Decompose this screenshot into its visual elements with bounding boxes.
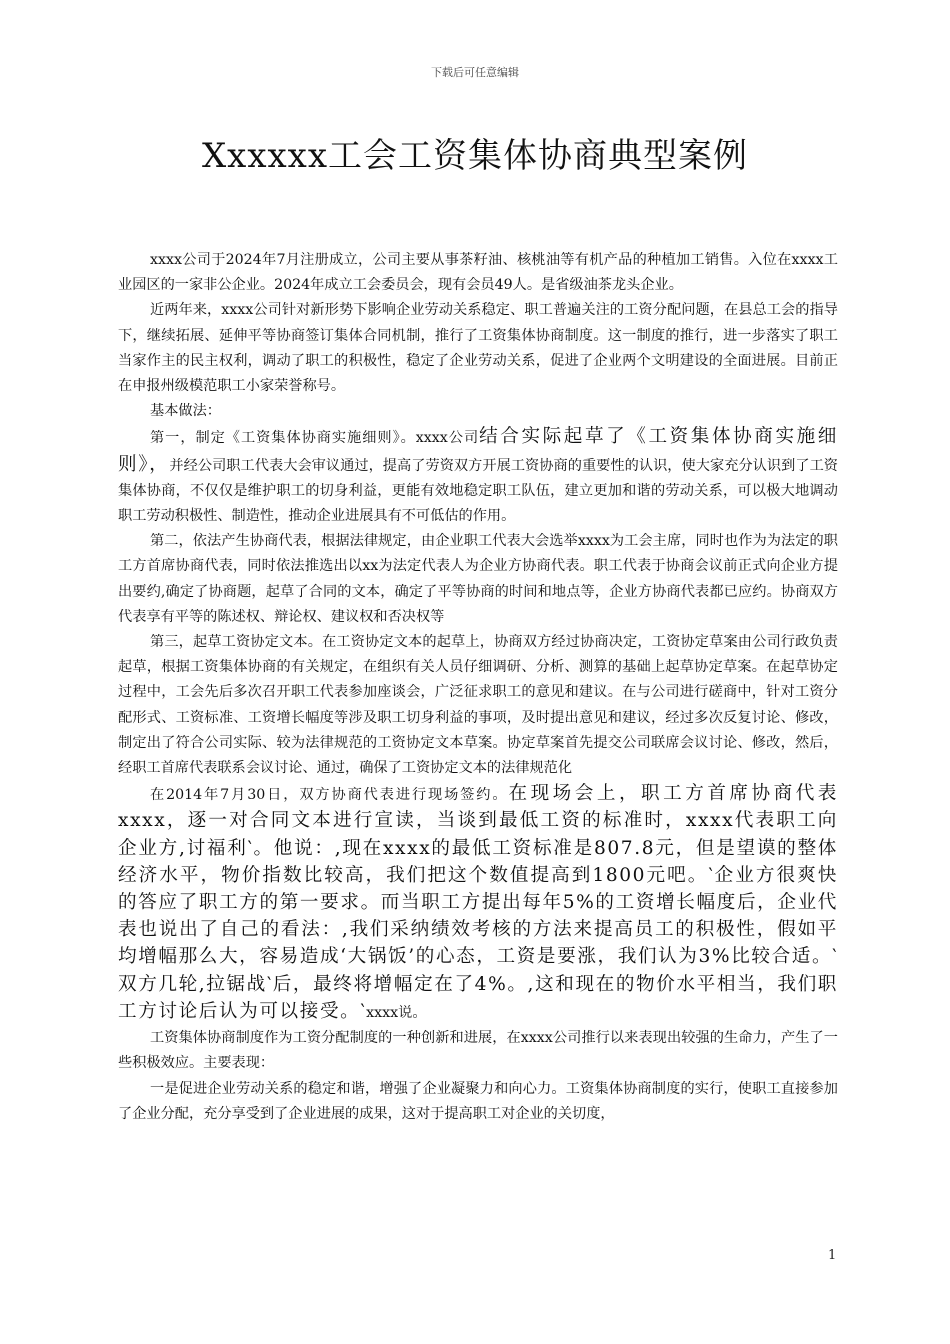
signing-lead: 在2014年7月30日，双方协商代表进行现场签约。 (150, 787, 509, 804)
page-header-note: 下载后可任意编辑 (431, 66, 519, 79)
paragraph-company-intro: xxxx公司于2024年7月注册成立，公司主要从事茶籽油、核桃油等有机产品的种植加工销售。入位在xxxx工业园区的一家非公企业。2024年成立工会委员会，现有会员49人。是省级油茶龙头企业。 (118, 252, 838, 294)
page-number: 1 (828, 1248, 837, 1263)
document-body (118, 248, 838, 1127)
paragraph-first-step (118, 424, 838, 529)
first-step-rest: 并经公司职工代表大会审议通过，提高了劳资双方开展工资协商的重要性的认识，使大家充分认识到了工资集体协商，不仅仅是维护职工的切身利益，更能有效地稳定职工队伍，建立更加和谐的劳动关系，可以极大地调动职工劳动积极性、制造性，推动企业进展具有不可低估的作用。 (118, 457, 838, 525)
paragraph-effects: 工资集体协商制度作为工资分配制度的一种创新和进展，在xxxx公司推行以来表现出较强的生命力，产生了一些积极效应。主要表现： (118, 1030, 838, 1072)
signing-end: xxxx说。 (366, 1004, 427, 1021)
paragraph-signing (118, 781, 838, 1026)
paragraph-second-step: 第二，依法产生协商代表，根据法律规定，由企业职工代表大会选举xxxx为工会主席，同时也作为为法定的职工方首席协商代表，同时依法推选出以xx为法定代表人为企业方协商代表。职工代表于协商会议前正式向企业方提出要约,确定了协商题，起草了合同的文本，确定了平等协商的时间和地点等，企业方协商代表都已应约。协商双方代表享有平等的陈述权、辩论权、建议权和否决权等 (118, 533, 838, 625)
paragraph-background: 近两年来，xxxx公司针对新形势下影响企业劳动关系稳定、职工普遍关注的工资分配问题，在县总工会的指导下，继续拓展、延伸平等协商签订集体合同机制，推行了工资集体协商制度。这一制度的推行，进一步落实了职工当家作主的民主权利，调动了职工的积极性，稳定了企业劳动关系，促进了企业两个文明建设的全面进展。目前正在申报州级模范职工小家荣誉称号。 (118, 302, 838, 395)
paragraph-third-step: 第三，起草工资协定文本。在工资协定文本的起草上，协商双方经过协商决定，工资协定草案由公司行政负责起草，根据工资集体协商的有关规定，在组织有关人员仔细调研、分析、测算的基础上起草协定草案。在起草协定过程中，工会先后多次召开职工代表参加座谈会，广泛征求职工的意见和建议。在与公司进行磋商中，针对工资分配形式、工资标准、工资增长幅度等涉及职工切身利益的事项，及时提出意见和建议，经过多次反复讨论、修改，制定出了符合公司实际、较为法律规范的工资协定文本草案。协定草案首先提交公司联席会议讨论、修改，然后，经职工首席代表联系会议讨论、通过，确保了工资协定文本的法律规范化 (118, 634, 838, 777)
first-step-emphasis: 结合实际起草了《工资集体协商实施细则》， (118, 426, 838, 475)
signing-dialogue: 在现场会上，职工方首席协商代表xxxx，逐一对合同文本进行宣读，当谈到最低工资的标准时，xxxx代表职工向企业方,讨福利‵。他说：,现在xxxx的最低工资标准是807.8元，但是望谟的整体经济水平，物价指数比较高，我们把这个数值提高到1800元吧。‵企业方很爽快的答应了职工方的第一要求。而当职工方提出每年5%的工资增长幅度后，企业代表也说出了自己的看法：,我们采纳绩效考核的方法来提高员工的积极性，假如平均增幅那么大，容易造成‘大锅饭’的心态，工资是要涨，我们认为3%比较合适。‵双方几轮,拉锯战‵后，最终将增幅定在了4%。,这和现在的物价水平相当，我们职工方讨论后认为可以接受。‵ (118, 783, 838, 1022)
paragraph-effect-one: 一是促进企业劳动关系的稳定和谐，增强了企业凝聚力和向心力。工资集体协商制度的实行，使职工直接参加了企业分配，充分享受到了企业进展的成果，这对于提高职工对企业的关切度， (118, 1080, 838, 1122)
document-title: Xxxxxx工会工资集体协商典型案例 (201, 136, 749, 176)
paragraph-basic-methods: 基本做法： (150, 403, 221, 420)
first-step-lead: 第一，制定《工资集体协商实施细则》。xxxx公司 (150, 430, 480, 447)
